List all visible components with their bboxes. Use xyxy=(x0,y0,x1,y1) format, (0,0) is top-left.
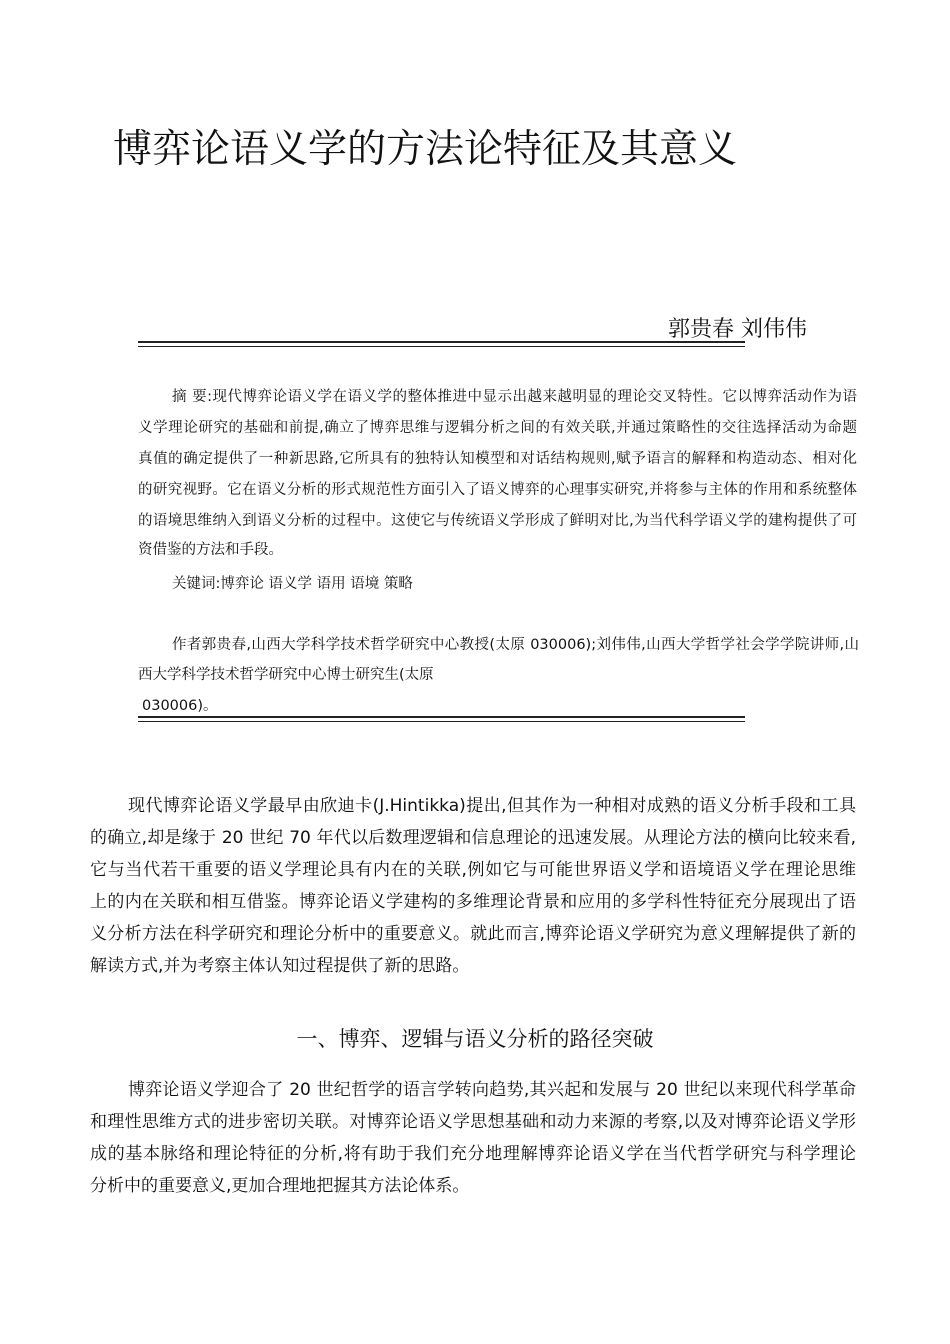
section-heading: 一、博弈、逻辑与语义分析的路径突破 xyxy=(296,1027,654,1051)
divider-top xyxy=(138,341,745,347)
abstract-line: 资借鉴的方法和手段。 xyxy=(138,542,283,558)
body-line: 解读方式,并为考察主体认知过程提供了新的思路。 xyxy=(90,956,470,976)
authors: 郭贵春 刘伟伟 xyxy=(668,317,807,342)
body-line: 现代博弈论语义学最早由欣迪卡(J.Hintikka)提出,但其作为一种相对成熟的语义分析手段和工具 xyxy=(128,796,856,816)
abstract-line: 义学理论研究的基础和前提,确立了博弈思维与逻辑分析之间的有效关联,并通过策略性的交往选择活动为命题 xyxy=(138,420,857,436)
body-line: 分析中的重要意义,更加合理地把握其方法论体系。 xyxy=(90,1176,470,1196)
body-line: 它与当代若干重要的语义学理论具有内在的关联,例如它与可能世界语义学和语境语义学在理论思维 xyxy=(90,860,856,880)
body-line: 义分析方法在科学研究和理论分析中的重要意义。就此而言,博弈论语义学研究为意义理解提供了新的 xyxy=(90,924,856,944)
abstract-line: 的语境思维纳入到语义分析的过程中。这使它与传统语义学形成了鲜明对比,为当代科学语义学的建构提供了可 xyxy=(138,513,857,529)
page-title: 博弈论语义学的方法论特征及其意义 xyxy=(113,127,738,172)
keywords: 关键词:博弈论 语义学 语用 语境 策略 xyxy=(172,576,413,592)
abstract-line: 真值的确定提供了一种新思路,它所具有的独特认知模型和对话结构规则,赋予语言的解释和构造动态、相对化 xyxy=(138,451,857,467)
divider-bottom xyxy=(138,716,745,722)
body-line: 和理性思维方式的进步密切关联。对博弈论语义学思想基础和动力来源的考察,以及对博弈论语义学形 xyxy=(90,1112,856,1132)
author-note-line: 西大学科学技术哲学研究中心博士研究生(太原 xyxy=(138,667,434,683)
body-line: 的确立,却是缘于 20 世纪 70 年代以后数理逻辑和信息理论的迅速发展。从理论方法的横向比较来看, xyxy=(90,828,856,848)
body-line: 博弈论语义学迎合了 20 世纪哲学的语言学转向趋势,其兴起和发展与 20 世纪以来现代科学革命 xyxy=(128,1080,856,1100)
author-note-line: 作者郭贵春,山西大学科学技术哲学研究中心教授(太原 030006);刘伟伟,山西大学哲学社会学学院讲师,山 xyxy=(172,637,859,653)
body-line: 成的基本脉络和理论特征的分析,将有助于我们充分地理解博弈论语义学在当代哲学研究与科学理论 xyxy=(90,1144,856,1164)
author-note-line: 030006)。 xyxy=(142,698,218,714)
abstract-line: 的研究视野。它在语义分析的形式规范性方面引入了语义博弈的心理事实研究,并将参与主体的作用和系统整体 xyxy=(138,482,857,498)
abstract-line: 摘 要:现代博弈论语义学在语义学的整体推进中显示出越来越明显的理论交叉特性。它以博弈活动作为语 xyxy=(172,389,857,405)
body-line: 上的内在关联和相互借鉴。博弈论语义学建构的多维理论背景和应用的多学科性特征充分展现出了语 xyxy=(90,892,856,912)
